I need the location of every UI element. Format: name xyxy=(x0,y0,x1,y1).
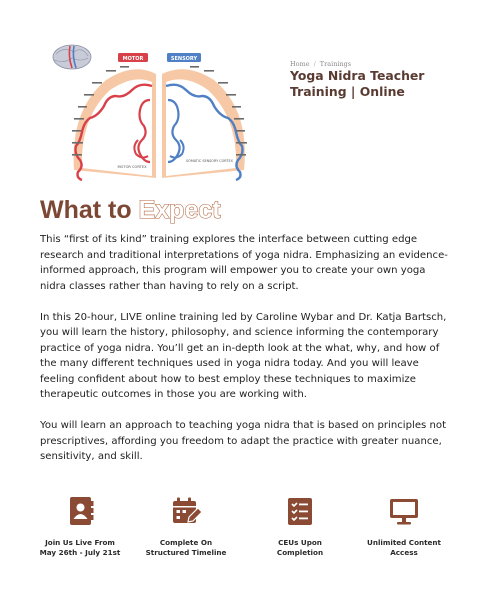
feature-label-line2: Structured Timeline xyxy=(145,547,227,557)
sensory-label: SENSORY xyxy=(170,56,198,62)
feature-unlimited-access xyxy=(346,496,462,557)
feature-live-dates xyxy=(22,496,138,557)
description xyxy=(40,232,448,480)
feature-structured-timeline xyxy=(128,496,244,557)
section-heading-plain: What to xyxy=(40,196,132,224)
motor-cortex-label: MOTOR CORTEX xyxy=(117,165,147,169)
brain-thumbnail-icon xyxy=(53,45,91,69)
breadcrumb-separator: / xyxy=(313,60,316,68)
description-paragraph: You will learn an approach to teaching yoga nidra that is based on principles not prescriptives, affording you freedom to adapt the practice with greater nuance, sensitivity, and skill. xyxy=(40,420,447,462)
page-title: Yoga Nidra Teacher Training | Online xyxy=(290,68,425,99)
section-heading-accent: Expect xyxy=(138,196,221,224)
feature-label-line1: Unlimited Content xyxy=(367,538,441,547)
feature-label-line1: CEUs Upon xyxy=(278,538,322,547)
breadcrumb-current[interactable]: Trainings xyxy=(319,60,352,68)
motor-label: MOTOR xyxy=(122,56,144,62)
breadcrumb-home-link[interactable]: Home xyxy=(290,60,310,68)
description-paragraph: In this 20-hour, LIVE online training led by Caroline Wybar and Dr. Katja Bartsch, you will learn the history, philosophy, and science informing the contemporary practice of yoga nidra. You’ll get an in-depth look at the what, why, and how of the many different techniques used in yoga nidra today. And you will leave feeling confident about how to best employ these techniques to maximize therapeutic outcomes in those you are working with. xyxy=(40,311,447,400)
description-paragraph: This “first of its kind” training explores the interface between cutting edge research and traditional interpretations of yoga nidra. Emphasizing an evidence-informed approach, this program will empower you to create your own yoga nidra classes rather than having to rely on a script. xyxy=(40,234,448,292)
feature-label-line2: Completion xyxy=(276,547,324,557)
calendar-edit-icon xyxy=(171,496,201,526)
contact-book-icon xyxy=(65,496,95,526)
sensory-cortex-label: SOMATIC SENSORY CORTEX xyxy=(186,159,233,163)
section-heading xyxy=(40,196,221,224)
feature-list xyxy=(28,496,460,566)
feature-label-line2: May 26th - July 21st xyxy=(39,547,121,557)
monitor-icon xyxy=(389,496,419,526)
feature-label-line1: Complete On xyxy=(159,538,213,547)
feature-label-line2: Access xyxy=(390,547,418,557)
breadcrumb xyxy=(290,60,351,68)
feature-ceus xyxy=(242,496,358,557)
checklist-icon xyxy=(285,496,315,526)
cortex-illustration xyxy=(46,40,272,182)
feature-label-line1: Join Us Live From xyxy=(45,538,115,547)
